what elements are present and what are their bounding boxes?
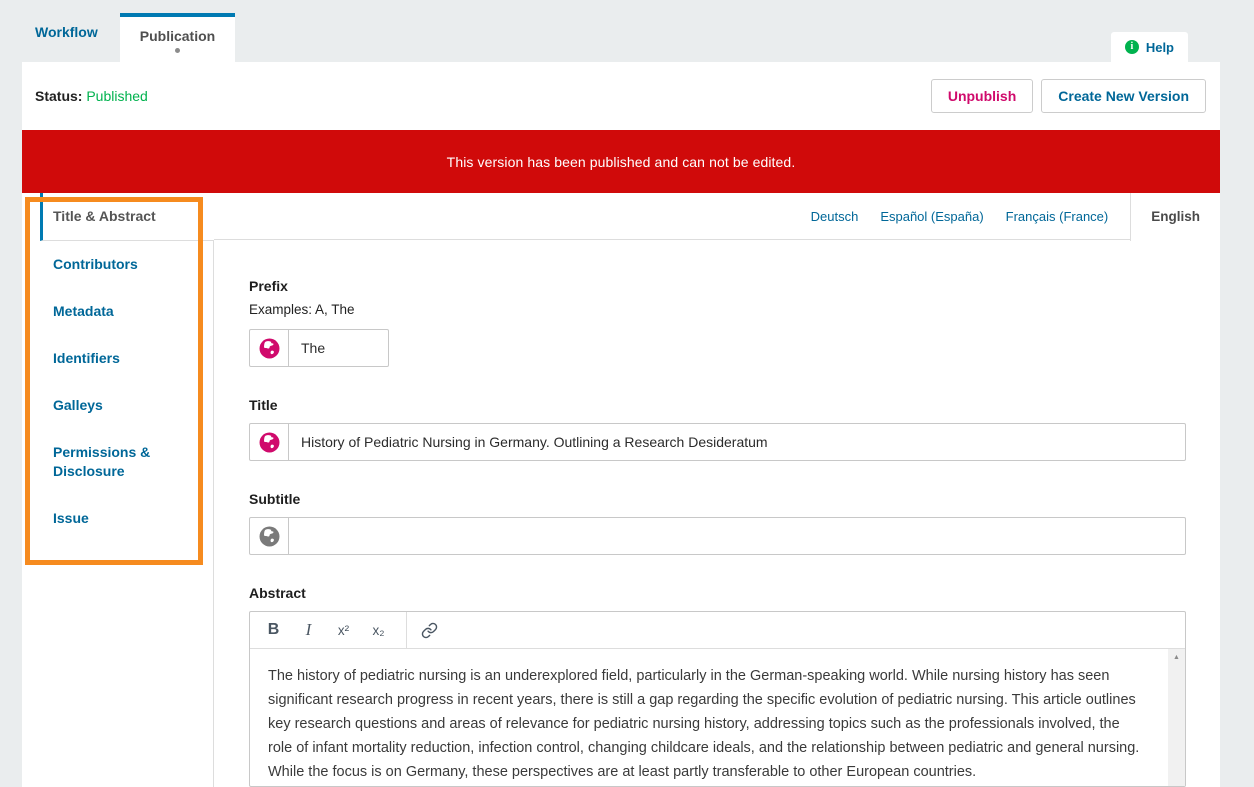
subtitle-input[interactable] bbox=[289, 518, 1185, 554]
top-tab-bar bbox=[0, 0, 1254, 62]
title-label: Title bbox=[249, 397, 278, 413]
status-value: Published bbox=[86, 88, 148, 104]
unpublish-button[interactable]: Unpublish bbox=[931, 79, 1033, 113]
prefix-label: Prefix bbox=[249, 278, 288, 294]
bold-button[interactable]: B bbox=[267, 621, 280, 638]
link-button[interactable] bbox=[412, 615, 447, 645]
sidebar-item-identifiers[interactable]: Identifiers bbox=[53, 350, 120, 366]
status-row bbox=[22, 62, 1220, 130]
subtitle-field bbox=[249, 491, 1186, 555]
sidebar-item-issue[interactable]: Issue bbox=[53, 510, 89, 526]
lang-tab-english[interactable]: English bbox=[1130, 193, 1220, 241]
title-abstract-form bbox=[214, 240, 1220, 787]
tab-publication[interactable] bbox=[120, 13, 235, 62]
published-version-banner bbox=[22, 130, 1220, 193]
prefix-field bbox=[249, 278, 1186, 367]
superscript-button[interactable]: x² bbox=[337, 622, 350, 638]
language-tab-bar bbox=[214, 193, 1220, 240]
lang-tab-espanol[interactable]: Español (España) bbox=[880, 208, 984, 224]
abstract-field bbox=[249, 585, 1186, 787]
globe-icon[interactable] bbox=[250, 424, 289, 460]
globe-icon[interactable] bbox=[250, 330, 289, 366]
abstract-editor bbox=[249, 611, 1186, 787]
subscript-button[interactable]: x₂ bbox=[372, 622, 385, 638]
italic-button[interactable]: I bbox=[305, 620, 312, 639]
lang-tab-deutsch[interactable]: Deutsch bbox=[810, 208, 859, 224]
sidebar-item-permissions-disclosure[interactable]: Permissions & Disclosure bbox=[53, 444, 151, 479]
content-panel bbox=[213, 193, 1220, 787]
tab-publication-label: Publication bbox=[139, 28, 216, 44]
unsaved-dot-icon bbox=[175, 48, 180, 53]
sidebar-item-galleys[interactable]: Galleys bbox=[53, 397, 103, 413]
subtitle-label: Subtitle bbox=[249, 491, 301, 507]
globe-icon[interactable] bbox=[250, 518, 289, 554]
publication-card bbox=[22, 62, 1220, 787]
banner-message: This version has been published and can not be edited. bbox=[446, 153, 796, 170]
prefix-input[interactable] bbox=[289, 330, 388, 366]
sidebar-item-title-abstract[interactable]: Title & Abstract bbox=[40, 193, 214, 241]
create-new-version-button[interactable]: Create New Version bbox=[1041, 79, 1206, 113]
help-button[interactable] bbox=[1111, 32, 1188, 62]
title-field bbox=[249, 397, 1186, 461]
title-input[interactable] bbox=[289, 424, 1185, 460]
lang-tab-francais[interactable]: Français (France) bbox=[1005, 208, 1109, 224]
link-icon bbox=[421, 622, 438, 639]
abstract-label: Abstract bbox=[249, 585, 306, 601]
prefix-help-text: Examples: A, The bbox=[249, 302, 355, 317]
status-label: Status: bbox=[35, 88, 83, 104]
tab-workflow[interactable]: Workflow bbox=[35, 24, 98, 40]
abstract-text-input[interactable]: The history of pediatric nursing is an underexplored field, particularly in the German-speaking world. While nursing history has seen significant research progress in recent years, there is still a gap regarding the specific evolution of pediatric nursing. This article outlines key research questions and areas of relevance for pediatric nursing history, addressing topics such as the professionals involved, the role of infant mortality reduction, infection control, changing childcare ideals, and the relationship between pediatric and general nursing. While the focus is on Germany, these perspectives are at least partly transferable to other European countries. bbox=[268, 668, 1140, 780]
abstract-scrollbar[interactable] bbox=[1168, 649, 1185, 786]
info-icon: i bbox=[1125, 40, 1139, 54]
sidebar-item-contributors[interactable]: Contributors bbox=[53, 256, 138, 272]
sidebar-item-metadata[interactable]: Metadata bbox=[53, 303, 114, 319]
scroll-up-button[interactable]: ▲ bbox=[1173, 653, 1180, 661]
abstract-toolbar bbox=[250, 612, 1185, 649]
help-label: Help bbox=[1145, 39, 1174, 55]
publication-sidebar bbox=[22, 193, 213, 787]
toolbar-divider bbox=[406, 612, 407, 648]
